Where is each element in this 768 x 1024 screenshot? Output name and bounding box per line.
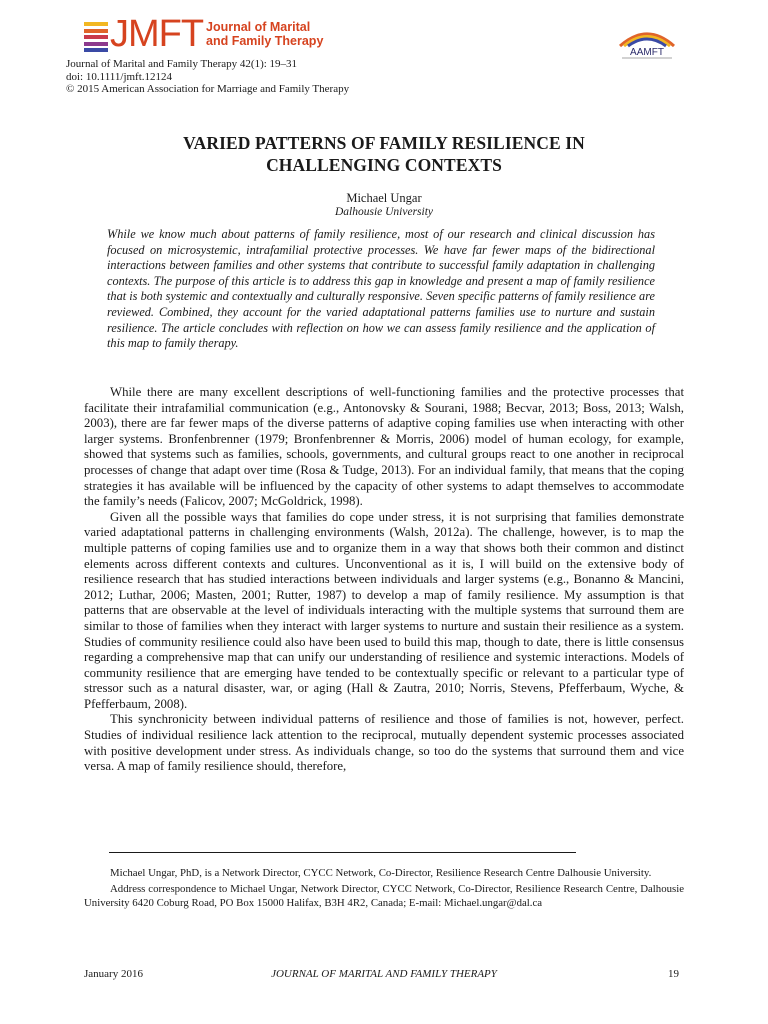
logo-bar-4 xyxy=(84,42,108,46)
jmft-logo-subtitle xyxy=(206,20,323,48)
abstract: While we know much about patterns of family resilience, most of our research and clinical discussion has focused on microsystemic, intrafamilial protective processes. We have far fewer maps of the bidirectional interactions between families and other systems that contribute to successful family adaptation in challenging contexts. The purpose of this article is to address this gap in knowledge and present a map of family resilience that is both systemic and contextually and culturally responsive. Seven specific patterns of family resilience are reviewed. Combined, they account for the varied adaptational patterns families use to nurture and sustain resilience. The article concludes with reflection on how we can assess family resilience and the application of this map to family therapy. xyxy=(107,227,655,351)
author-name: Michael Ungar xyxy=(346,191,422,205)
citation-copyright: © 2015 American Association for Marriage and Family Therapy xyxy=(66,83,350,95)
jmft-logo-word: JMFT xyxy=(110,13,204,55)
footer-journal-name: JOURNAL OF MARITAL AND FAMILY THERAPY xyxy=(271,968,497,980)
title-line-2: CHALLENGING CONTEXTS xyxy=(266,155,502,175)
footnote-correspondence: Address correspondence to Michael Ungar, Network Director, CYCC Network, Co-Director, Resilience Research Centre, Dalhousie University 6420 Coburg Road, PO Box 15000 Halifax, B3H 4R2, Canada; E-mail: Michael.ungar@dal.ca xyxy=(84,883,684,910)
article-title xyxy=(66,132,702,176)
jmft-logo-bars xyxy=(84,22,108,52)
logo-subtitle-line2: and Family Therapy xyxy=(206,34,324,48)
footer-date: January 2016 xyxy=(84,968,143,980)
title-line-1: VARIED PATTERNS OF FAMILY RESILIENCE IN xyxy=(183,133,585,153)
author-affiliation: Dalhousie University xyxy=(334,206,434,218)
body-paragraph: Given all the possible ways that families do cope under stress, it is not surprising that families demonstrate varied adaptational patterns in challenging environments (Walsh, 2012a). The challenge, however, is to map the multiple patterns of coping families use and to organize them in a way that shows both their common and distinct elements across different contexts and cultures. Unconventional as it is, I will build on the extensive body of resilience research that has studied interactions between individuals and larger systems (e.g., Bonanno & Mancini, 2012; Luthar, 2006; Masten, 2001; Rutter, 1987) to develop a map of family resilience. My assumption is that patterns that are observable at the level of individuals interacting with the multiple systems that surround them are similar to those of families when they interact with larger systems to nurture and sustain their resilience as a system. Studies of community resilience could also have been used to build this map, though to date, there is little consensus regarding a comprehensive map that can unify our understanding of resilience and systemic interactions. Models of community resilience that are emerging have tended to be contextually specific or relevant to a particular type of stressor such as a natural disaster, war, or aging (Hall & Zautra, 2010; Norris, Stevens, Pfefferbaum, Wyche, & Pfefferbaum, 2008). xyxy=(84,509,684,711)
aamft-logo xyxy=(612,24,682,60)
citation-doi: doi: 10.1111/jmft.12124 xyxy=(66,70,173,83)
logo-bar-1 xyxy=(84,22,108,26)
logo-bar-3 xyxy=(84,35,108,39)
footnote-divider xyxy=(109,852,576,853)
citation-block xyxy=(66,58,349,96)
page-number: 19 xyxy=(668,968,679,980)
body-paragraph: While there are many excellent descriptions of well-functioning families and the protective processes that facilitate their intrafamilial communication (e.g., Antonovsky & Sourani, 1988; Becvar, 2013; Boss, 2013; Walsh, 2003), there are far fewer maps of the diverse patterns of adaptive coping families use when interacting with other larger systems. Bronfenbrenner (1979; Bronfenbrenner & Morris, 2006) model of human ecology, for example, showed that systems such as families, schools, governments, and cultural groups react to one another in reciprocal processes of change that adapt over time (Rosa & Tudge, 2013). For an individual family, that means that the coping strategies it has available will be influenced by the capacity of other systems to adapt themselves to accommodate the family’s needs (Falicov, 2007; McGoldrick, 1998). xyxy=(84,385,684,509)
article-body xyxy=(84,385,684,775)
body-paragraph: This synchronicity between individual patterns of resilience and those of families is not, however, perfect. Studies of individual resilience lack attention to the reciprocal, mutually dependent systemic processes associated with positive development under stress. As individuals change, so too do the systems that surround them and vice versa. A map of family resilience should, therefore, xyxy=(84,712,684,774)
aamft-logo-text: AAMFT xyxy=(630,47,664,58)
footnotes xyxy=(84,866,684,913)
footnote-author-bio: Michael Ungar, PhD, is a Network Director, CYCC Network, Co-Director, Resilience Research Centre Dalhousie University. xyxy=(110,867,652,879)
logo-subtitle-line1: Journal of Marital xyxy=(206,20,311,34)
logo-bar-2 xyxy=(84,29,108,33)
citation-journal: Journal of Marital and Family Therapy 42(1): 19–31 xyxy=(66,58,298,70)
logo-bar-5 xyxy=(84,48,108,52)
